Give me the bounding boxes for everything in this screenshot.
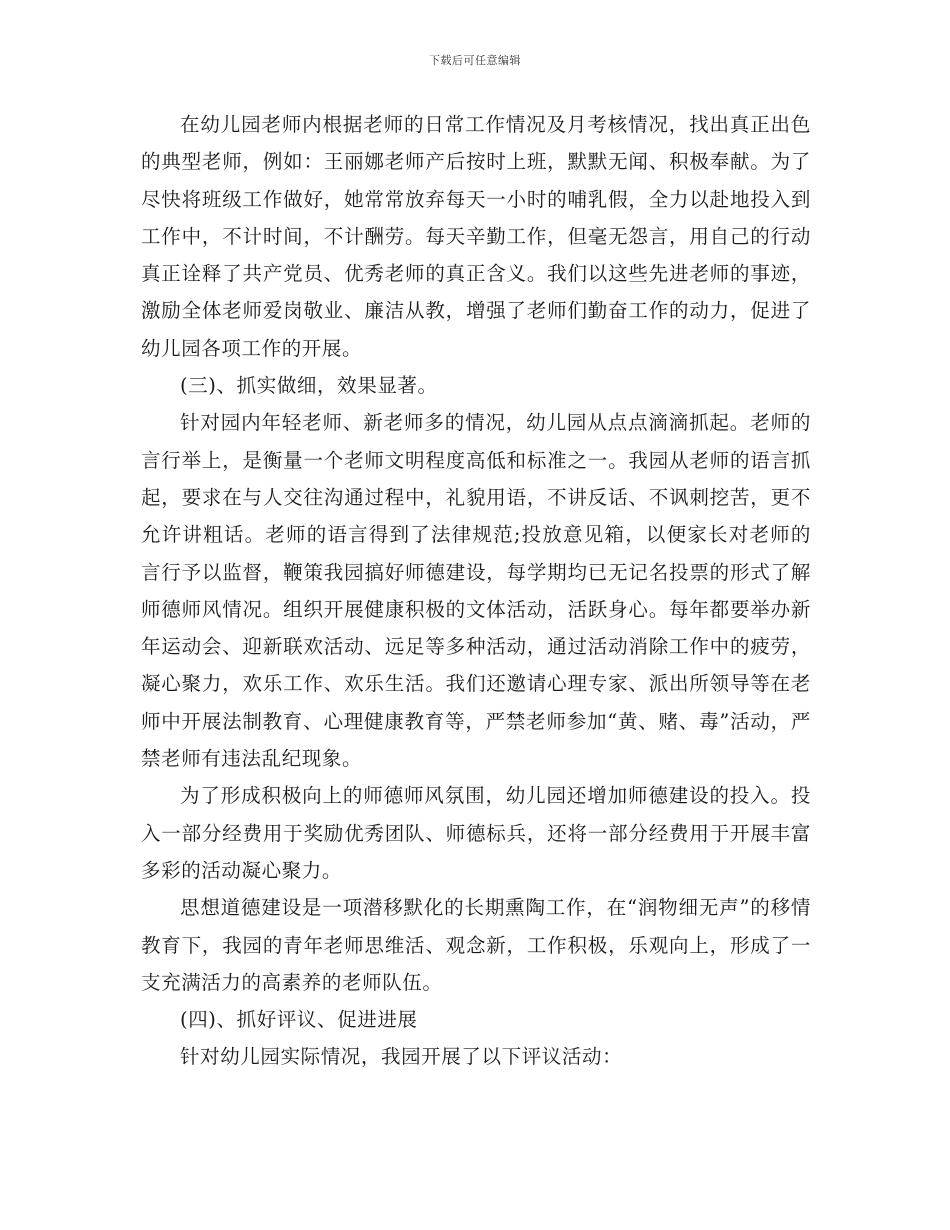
paragraph-young-teachers: 针对园内年轻老师、新老师多的情况，幼儿园从点点滴滴抓起。老师的言行举上，是衡量一个老师文明程度高低和标准之一。我园从老师的语言抓起，要求在与人交往沟通过程中，礼貌用语，不讲反话、不讽刺挖苦，更不允许讲粗话。老师的语言得到了法律规范;投放意见箱，以便家长对老师的言行予以监督，鞭策我园搞好师德建设，每学期均已无记名投票的形式了解师德师风情况。组织开展健康积极的文体活动，活跃身心。每年都要举办新年运动会、迎新联欢活动、远足等多种活动，通过活动消除工作中的疲劳，凝心聚力，欢乐工作、欢乐生活。我们还邀请心理专家、派出所领导等在老师中开展法制教育、心理健康教育等，严禁老师参加“黄、赌、毒”活动，严禁老师有违法乱纪现象。 (141, 411, 811, 771)
page-header-note: 下载后可任意编辑 (429, 54, 521, 67)
section-heading-four: (四)、抓好评议、促进进展 (180, 1008, 418, 1032)
section-heading-three: (三)、抓实做细，效果显著。 (180, 374, 438, 398)
paragraph-moral-building: 思想道德建设是一项潜移默化的长期熏陶工作，在“润物细无声”的移情教育下，我园的青年老师思维活、观念新，工作积极，乐观向上，形成了一支充满活力的高素养的老师队伍。 (141, 896, 811, 994)
paragraph-investment: 为了形成积极向上的师德师风氛围，幼儿园还增加师德建设的投入。投入一部分经费用于奖励优秀团队、师德标兵，还将一部分经费用于开展丰富多彩的活动凝心聚力。 (141, 784, 811, 882)
paragraph-evaluation-intro: 针对幼儿园实际情况，我园开展了以下评议活动： (180, 1045, 623, 1069)
document-body (141, 106, 811, 1076)
paragraph-typical-teachers: 在幼儿园老师内根据老师的日常工作情况及月考核情况，找出真正出色的典型老师，例如：王丽娜老师产后按时上班，默默无闻、积极奉献。为了尽快将班级工作做好，她常常放弃每天一小时的哺乳假，全力以赴地投入到工作中，不计时间，不计酬劳。每天辛勤工作，但毫无怨言，用自己的行动真正诠释了共产党员、优秀老师的真正含义。我们以这些先进老师的事迹，激励全体老师爱岗敬业、廉洁从教，增强了老师们勤奋工作的动力，促进了幼儿园各项工作的开展。 (141, 113, 811, 360)
